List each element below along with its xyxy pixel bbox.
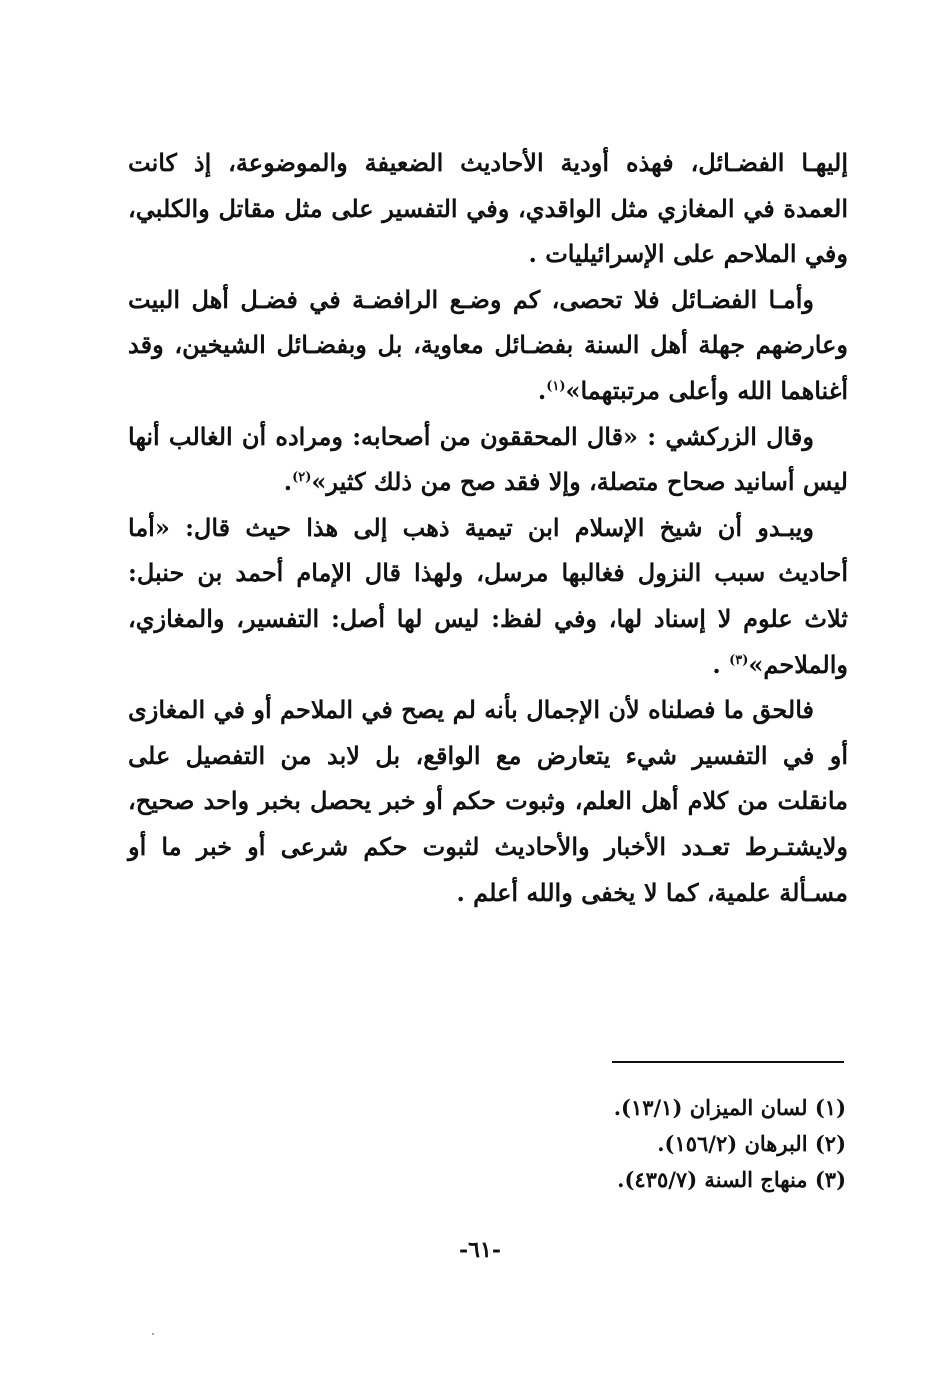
paragraph-5-text: فالحق ما فصلناه لأن الإجمال بأنه لم يصح في الملاحم أو في المغازى أو في التفسير شيء يتعارض مع الواقع، بل لابد من التفصيل على مانقلت من كلام أهل العلم، وثبوت حكم أو خبر يحصل بخبر واحد صحيح، ولايشتـرط تعـدد الأخبار والأحاديث لثبوت حكم شرعى أو خبر ما أو مسـألة علمية، كما لا يخفى والله أعلم . [128, 695, 848, 907]
footnote-ref-1: (١) [546, 378, 566, 394]
paragraph-2-text: وأمـا الفضـائل فلا تحصى، كم وضـع الرافضـة في فضـل أهل البيت وعارضهم جهلة أهل السنة بفضـائل معاوية، بل وبفضـائل الشيخين، وقد أغناهما الله وأعلى مرتبتهما» [128, 284, 848, 405]
footnote-divider [612, 1061, 844, 1063]
paragraph-3-tail: . [283, 467, 293, 497]
footnote-3: (٣) منهاج السنة (٤٣٥/٧). [617, 1167, 846, 1192]
paragraph-2-tail: . [537, 375, 547, 405]
paragraph-3-text: وقال الزركشي : «قال المحققون من أصحابه: ومراده أن الغالب أنها ليس أسانيد صحاح متصلة، وإلا فقد صح من ذلك كثير» [128, 421, 848, 497]
paragraph-4 [128, 505, 848, 687]
page-number: -٦١- [459, 1237, 501, 1263]
footnote-2: (٢) البرهان (١٥٦/٢). [657, 1131, 846, 1156]
paragraph-1 [128, 140, 848, 277]
footnote-1: (١) لسان الميزان (١٣/١). [613, 1095, 846, 1120]
paragraph-5 [128, 687, 848, 915]
footnote-ref-2: (٢) [292, 470, 312, 486]
paragraph-4-tail: . [712, 649, 730, 679]
paragraph-4-text: ويبـدو أن شيخ الإسلام ابن تيمية ذهب إلى هذا حيث قال: «أما أحاديث سبب النزول فغالبها مرسل، ولهذا قال الإمام أحمد بن حنبل: ثلاث علوم لا إسناد لها، وفي لفظ: ليس لها أصل: التفسير، والمغازي، والملاحم» [128, 512, 848, 679]
main-text [128, 140, 848, 915]
scan-speck [152, 1333, 154, 1335]
paragraph-2 [128, 277, 848, 414]
paragraph-1-text: إليهـا الفضـائل، فهذه أودية الأحاديث الضعيفة والموضوعة، إذ كانت العمدة في المغازي مثل الواقدي، وفي التفسير على مثل مقاتل والكلبي، وفي الملاحم على الإسرائيليات . [128, 148, 848, 269]
footnote-ref-3: (٣) [729, 652, 749, 668]
footnotes [360, 1090, 846, 1198]
paragraph-3 [128, 414, 848, 505]
